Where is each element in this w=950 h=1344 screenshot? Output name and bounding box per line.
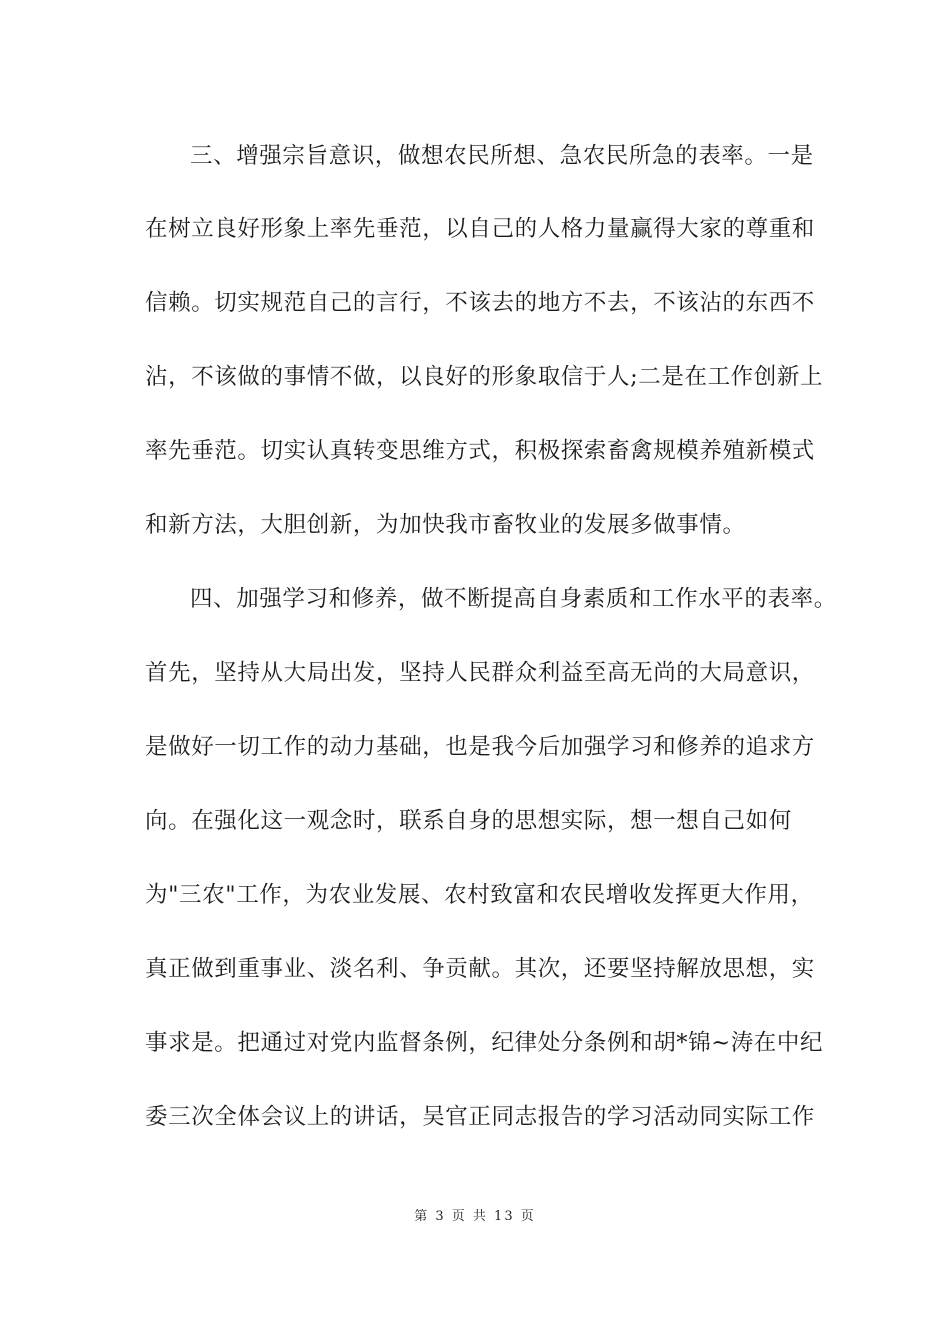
paragraph-3-line-2: 在树立良好形象上率先垂范，以自己的人格力量赢得大家的尊重和 bbox=[145, 216, 815, 242]
page-number-footer: 第 3 页 共 13 页 bbox=[414, 1209, 536, 1224]
paragraph-3-line-3: 信赖。切实规范自己的言行，不该去的地方不去，不该沾的东西不 bbox=[145, 290, 815, 316]
paragraph-4-line-2: 首先，坚持从大局出发，坚持人民群众利益至高无尚的大局意识， bbox=[145, 660, 815, 686]
paragraph-3-line-4: 沾，不该做的事情不做，以良好的形象取信于人;二是在工作创新上 bbox=[145, 364, 824, 390]
paragraph-4-line-3: 是做好一切工作的动力基础，也是我今后加强学习和修养的追求方 bbox=[145, 734, 815, 760]
paragraph-4-line-1: 四、加强学习和修养，做不断提高自身素质和工作水平的表率。 bbox=[190, 586, 837, 612]
paragraph-4-line-7: 事求是。把通过对党内监督条例，纪律处分条例和胡*锦~涛在中纪 bbox=[145, 1030, 824, 1056]
paragraph-3-line-5: 率先垂范。切实认真转变思维方式，积极探索畜禽规模养殖新模式 bbox=[145, 438, 815, 464]
paragraph-4-line-5: 为"三农"工作，为农业发展、农村致富和农民增收发挥更大作用， bbox=[145, 882, 814, 908]
paragraph-3-line-6: 和新方法，大胆创新，为加快我市畜牧业的发展多做事情。 bbox=[145, 512, 746, 538]
paragraph-4-line-8: 委三次全体会议上的讲话，吴官正同志报告的学习活动同实际工作 bbox=[145, 1104, 815, 1130]
paragraph-3-line-1: 三、增强宗旨意识，做想农民所想、急农民所急的表率。一是 bbox=[190, 143, 814, 169]
paragraph-4-line-6: 真正做到重事业、淡名利、争贡献。其次，还要坚持解放思想，实 bbox=[145, 956, 815, 982]
paragraph-4-line-4: 向。在强化这一观念时，联系自身的思想实际，想一想自己如何 bbox=[145, 808, 792, 834]
